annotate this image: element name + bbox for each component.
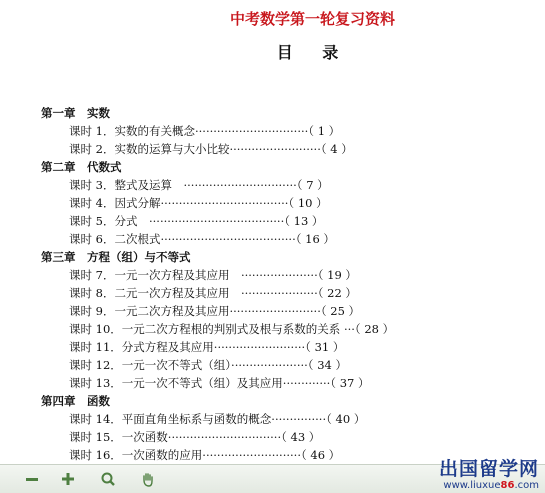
- toc-chapter: 第四章 函数: [41, 394, 110, 408]
- toc-lesson: 课时 11．分式方程及其应用·························（ 31 ）: [69, 340, 345, 354]
- plus-icon: [60, 471, 76, 487]
- document-title: 中考数学第一轮复习资料: [229, 10, 395, 28]
- toc-chapter: 第三章 方程（组）与不等式: [41, 250, 191, 264]
- toc-lesson: 课时 7．一元一次方程及其应用 ·····················（ 19 ）: [69, 268, 357, 282]
- toc-lesson: 课时 9．一元二次方程及其应用·························（ 25 ）: [69, 304, 361, 318]
- toc-heading: 目 录: [276, 43, 351, 62]
- zoom-out-button[interactable]: [22, 469, 42, 489]
- toc-lesson: 课时 16．一次函数的应用···························（ 46 ）: [69, 448, 341, 462]
- zoom-in-button[interactable]: [58, 469, 78, 489]
- toc-lesson: 课时 6．二次根式·····································（ 16 ）: [69, 232, 335, 246]
- toc-lesson: 课时 12．一元一次不等式（组）·····················（ 34 ）: [69, 358, 347, 372]
- toc-lesson: 课时 2．实数的运算与大小比较·························（ 4 ）: [69, 142, 353, 156]
- hand-icon: [140, 471, 156, 487]
- table-of-contents: [41, 104, 511, 464]
- toc-lesson: 课时 14．平面直角坐标系与函数的概念···············（ 40 ）: [69, 412, 366, 426]
- toc-lesson: 课时 8．二元一次方程及其应用 ·····················（ 22 ）: [69, 286, 357, 300]
- toc-lesson: 课时 3．整式及运算 ·······························（ 7 ）: [69, 178, 329, 192]
- toc-lesson: 课时 15．一次函数·······························（ 43 ）: [69, 430, 321, 444]
- toc-chapter: 第二章 代数式: [41, 160, 122, 174]
- search-button[interactable]: [98, 469, 118, 489]
- toc-lesson: 课时 5．分式 ·····································（ 13 ）: [69, 214, 324, 228]
- watermark-url: www.liuxue86.com: [443, 480, 539, 491]
- minus-icon: [24, 471, 40, 487]
- toc-lesson: 课时 10．一元二次方程根的判别式及根与系数的关系 ···（ 28 ）: [69, 322, 395, 336]
- toc-lesson: 课时 13．一元一次不等式（组）及其应用·············（ 37 ）: [69, 376, 370, 390]
- toc-lesson: 课时 4．因式分解···································（ 10 ）: [69, 196, 328, 210]
- search-icon: [100, 471, 116, 487]
- viewer-toolbar: [0, 458, 545, 493]
- hand-tool-button[interactable]: [138, 469, 158, 489]
- toc-chapter: 第一章 实数: [41, 106, 110, 120]
- watermark-brand: 出国留学网: [438, 458, 539, 480]
- toc-lesson: 课时 1．实数的有关概念·······························（ 1 ）: [69, 124, 341, 138]
- site-watermark: [439, 459, 539, 491]
